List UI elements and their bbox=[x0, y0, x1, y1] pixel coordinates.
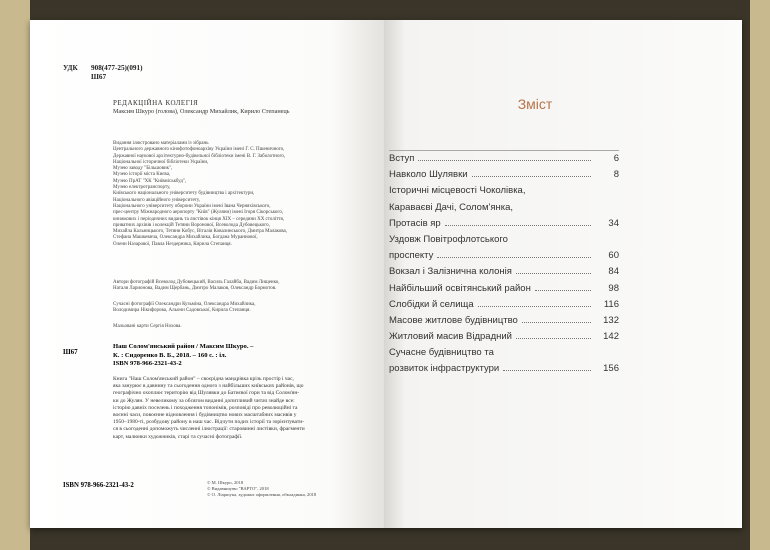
text-line: © Видавництво "ВАРТО", 2018 bbox=[207, 486, 269, 491]
toc-page-number: 132 bbox=[603, 314, 619, 326]
text-line: книжкових і періодичних видань та листівок кінця XIX – середини XX століття, bbox=[113, 216, 285, 222]
catalog-code: Ш67 bbox=[63, 348, 78, 356]
text-line: яка занурює в давнину та сьогодення одного з найбільших київських районів, що bbox=[113, 383, 304, 390]
text-line: Музею історії міста Києва, bbox=[113, 172, 171, 178]
toc-leader-dots bbox=[418, 160, 591, 161]
text-line: карт, малюнки художників, старі та сучасні фотографії. bbox=[113, 433, 243, 440]
text-line: Стефана Машкевича, Олександра Михайлика, Богдана Мураннової, bbox=[113, 235, 258, 241]
photo-authors bbox=[113, 280, 373, 293]
text-line: © О. Ліаршука, художнє оформлення, обкладинка, 2018 bbox=[207, 492, 317, 497]
toc-leader-dots bbox=[535, 290, 591, 291]
text-line: Центрального державного кінофотофоноархіву України імені Г. С. Пшеничного, bbox=[113, 147, 285, 153]
text-line: Музею ПрАТ "ХК "Київміськбуд", bbox=[113, 178, 187, 184]
toc-title: Історичні місцевості Чоколівка, bbox=[389, 185, 526, 197]
toc-title: Вступ bbox=[389, 153, 415, 164]
text-line: ся в сьогоденні допоможуть численні ілюстрації: старовинні листівки, фрагменти bbox=[113, 426, 305, 433]
toc-line bbox=[389, 283, 619, 299]
toc-title: Караваєві Дачі, Солом'янка, bbox=[389, 201, 513, 213]
toc-title: Вокзал і Залізнична колонія bbox=[389, 266, 512, 278]
toc-leader-dots bbox=[445, 225, 591, 226]
text-line: Автори фотографій Всеволод Дубовецький, Василь Галайба, Вадим Лищенко, bbox=[113, 280, 280, 285]
toc-entry[interactable] bbox=[389, 331, 619, 347]
text-line: © М. Шкуро, 2018 bbox=[207, 480, 244, 485]
text-line: К. : Сидоренко В. Б., 2018. – 160 с. : іл. bbox=[113, 351, 227, 359]
catalog-entry bbox=[113, 343, 378, 369]
text-line: Олени Назарової, Павла Нездерника, Кирила Степанця. bbox=[113, 241, 232, 247]
toc-page-number: 156 bbox=[603, 363, 619, 375]
toc-title: Житловий масив Відрадний bbox=[389, 331, 512, 343]
toc-entry[interactable] bbox=[389, 185, 619, 234]
toc-title: Найбільший освітянський район bbox=[389, 282, 531, 294]
toc-heading: Зміст bbox=[517, 96, 553, 112]
text-line: Видання ілюстровано матеріалами із зібрань bbox=[113, 141, 209, 146]
toc-entry[interactable] bbox=[389, 234, 619, 266]
toc-title: розвиток інфраструктури bbox=[389, 363, 500, 375]
editorial-board-members: Максим Шкуро (голова), Олександр Михайлик, Кирило Степанець bbox=[113, 108, 290, 115]
toc-entry[interactable] bbox=[389, 315, 619, 331]
toc-title: проспекту bbox=[389, 250, 434, 262]
toc-leader-dots bbox=[478, 306, 591, 307]
toc-line bbox=[389, 299, 619, 315]
toc-page-number: 34 bbox=[608, 217, 619, 229]
table-of-contents bbox=[389, 153, 619, 380]
toc-divider bbox=[389, 150, 619, 151]
toc-page-number: 6 bbox=[613, 153, 619, 164]
toc-title: Сучасне будівництво та bbox=[389, 347, 494, 359]
text-line: ISBN 978-966-2321-43-2 bbox=[113, 360, 182, 367]
toc-line bbox=[389, 169, 619, 185]
text-line: Національної історичної бібліотеки України, bbox=[113, 159, 209, 165]
toc-leader-dots bbox=[503, 370, 591, 371]
illustration-sources bbox=[113, 141, 373, 248]
isbn: ISBN 978-966-2321-43-2 bbox=[63, 482, 134, 489]
toc-line bbox=[389, 202, 619, 218]
toc-entry[interactable] bbox=[389, 266, 619, 282]
udk-label bbox=[63, 73, 85, 82]
toc-line bbox=[389, 347, 619, 363]
toc-line bbox=[389, 266, 619, 282]
text-line: Наш Солом'янський район / Максим Шкуро. – bbox=[113, 343, 254, 350]
toc-page-number: 142 bbox=[603, 331, 619, 343]
udk-block bbox=[63, 64, 143, 82]
text-line: 1950–1980-ті, розбудову району в наш час. Відчути подих історії та зорієнтувати- bbox=[113, 419, 305, 426]
toc-line bbox=[389, 363, 619, 379]
udk-row bbox=[63, 64, 143, 73]
toc-leader-dots bbox=[472, 176, 591, 177]
left-page bbox=[30, 20, 384, 528]
bbk-code: Ш67 bbox=[91, 73, 107, 81]
toc-page-number: 116 bbox=[603, 298, 619, 310]
toc-entry[interactable] bbox=[389, 299, 619, 315]
text-line: Музею заводу "Більшовик", bbox=[113, 166, 173, 172]
toc-line bbox=[389, 250, 619, 266]
toc-leader-dots bbox=[516, 338, 591, 339]
toc-entry[interactable] bbox=[389, 347, 619, 379]
text-line: ки до Жулян. У невеликому за обсягом виданні допитливий читач знайде все: bbox=[113, 397, 295, 404]
toc-title: Навколо Шулявки bbox=[389, 169, 468, 181]
toc-line bbox=[389, 315, 619, 331]
toc-page-number: 98 bbox=[608, 282, 619, 294]
text-line: Книга "Наш Солом'янський район" – своєрідна мандрівка крізь простір і час, bbox=[113, 376, 294, 382]
text-line: Київського національного університету будівництва і архітектури, bbox=[113, 191, 255, 197]
text-line: історію давніх поселень і походження топонімів, розповіді про революційні та bbox=[113, 404, 298, 411]
text-line: географічно охоплює територію від Шулявки до Батиєвої гори та від Солом'ян- bbox=[113, 390, 300, 397]
text-line: Михайла Кальницького, Тетяни Кобус, Віталія Ковалинського, Дмитра Малакова, bbox=[113, 229, 287, 235]
toc-page-number: 8 bbox=[613, 169, 619, 181]
toc-leader-dots bbox=[522, 322, 591, 323]
toc-leader-dots bbox=[437, 257, 591, 258]
text-line: Музею електротранспорту, bbox=[113, 185, 171, 191]
toc-line bbox=[389, 331, 619, 347]
text-line: приватних архівів і колекцій Тетяни Воронової, Всеволода Дубовецького, bbox=[113, 222, 270, 228]
text-line: Володимира Нікифорова, Альони Садовської, Кирила Степанця. bbox=[113, 308, 251, 314]
text-line: Наталя Ларионова, Вадим Щербань, Дмитро Малаков, Олександр Бормотов. bbox=[113, 286, 277, 292]
text-line: Національного авіаційного університету, bbox=[113, 197, 201, 203]
toc-title: Масове житлове будівництво bbox=[389, 314, 518, 326]
modern-photo-authors bbox=[113, 302, 373, 315]
udk-code: 908(477-25)(091) bbox=[91, 64, 143, 72]
udk-row bbox=[63, 73, 143, 82]
toc-title: Протасів яр bbox=[389, 217, 441, 229]
toc-page-number: 60 bbox=[608, 250, 619, 262]
text-line: воєнні часи, повоєнне відновлення і будівництво нових масштабних масивів у bbox=[113, 412, 297, 419]
toc-entry[interactable] bbox=[389, 169, 619, 185]
toc-line bbox=[389, 218, 619, 234]
toc-title: Уздовж Повітрофлотського bbox=[389, 233, 508, 245]
copyright-block bbox=[207, 480, 316, 498]
editorial-board-title: РЕДАКЦІЙНА КОЛЕГІЯ bbox=[113, 99, 199, 107]
toc-line bbox=[389, 234, 619, 250]
text-line: прес-центру Міжнародного аеропорту "Київ" (Жуляни) імені Ігоря Сікорського, bbox=[113, 210, 284, 216]
toc-leader-dots bbox=[516, 273, 591, 274]
text-line: Сучасні фотографії Олександри Кузьміна, Олександра Михайлика, bbox=[113, 302, 256, 307]
toc-entry[interactable] bbox=[389, 283, 619, 299]
book-annotation bbox=[113, 376, 381, 441]
maps-credit: Мальовані карти Сергія Нохова. bbox=[113, 324, 182, 329]
toc-line bbox=[389, 185, 619, 201]
toc-entry[interactable] bbox=[389, 153, 619, 169]
text-line: Державної наукової архітектурно-будівельної бібліотеки імені В. Г. Заболотного, bbox=[113, 153, 286, 159]
toc-line bbox=[389, 153, 619, 169]
toc-title: Слобідки й селища bbox=[389, 298, 474, 310]
toc-page-number: 84 bbox=[608, 266, 619, 278]
text-line: Національного університету оборони України імені Івана Черняхівського, bbox=[113, 203, 271, 209]
udk-label: УДК bbox=[63, 64, 78, 72]
